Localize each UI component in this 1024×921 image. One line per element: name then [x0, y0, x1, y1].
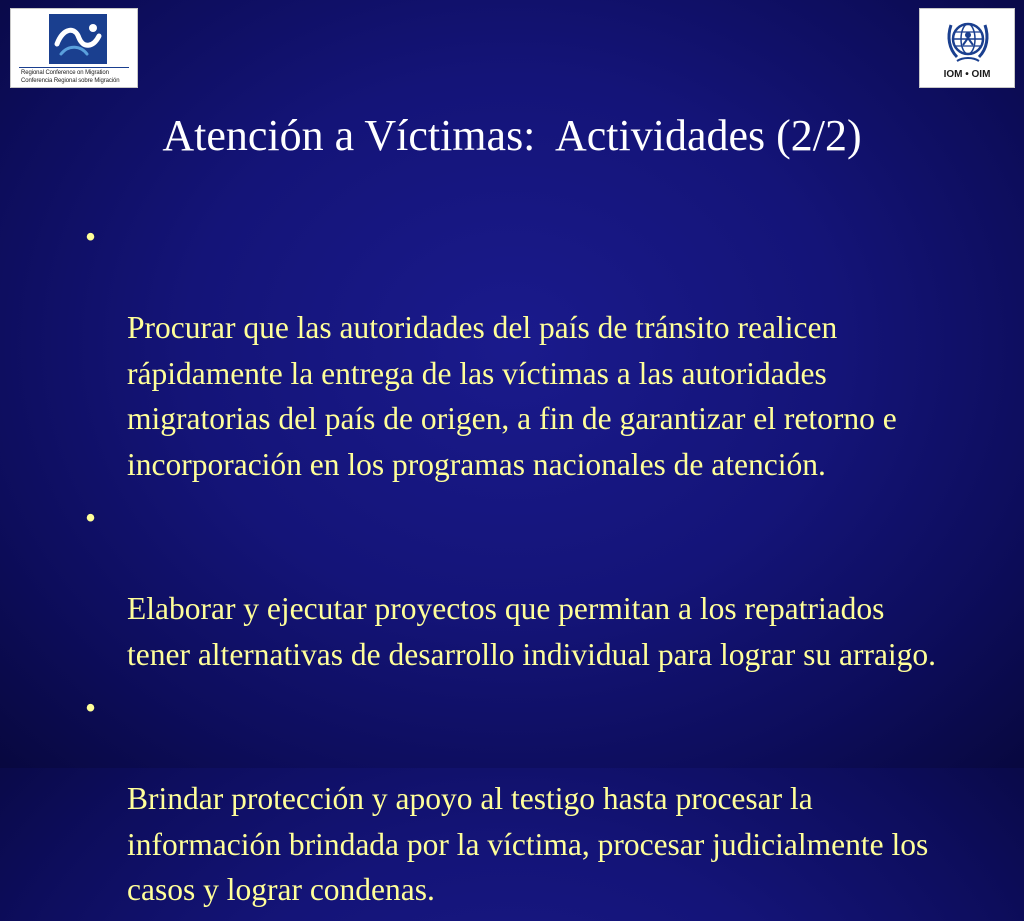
rcm-emblem-icon	[49, 14, 107, 64]
iom-globe-icon	[945, 15, 991, 65]
rcm-divider	[19, 67, 129, 68]
iom-logo	[919, 8, 1015, 88]
iom-label: IOM • OIM	[943, 69, 991, 80]
bullet-item	[82, 214, 952, 487]
bullet-text: Procurar que las autoridades del país de tránsito realicen rápidamente la entrega de las víctimas a las autoridades migratorias del país de origen, a fin de garantizar el retorno e incorporación en los programas nacionales de atención.	[127, 310, 897, 482]
rcm-name-english: Regional Conference on Migration	[21, 70, 109, 76]
bullet-dot-icon: •	[85, 219, 97, 254]
bullet-text: Elaborar y ejecutar proyectos que permitan a los repatriados tener alternativas de desarrollo individual para lograr su arraigo.	[127, 591, 937, 672]
rcm-logo	[10, 8, 138, 88]
bullet-item	[82, 495, 952, 677]
slide-title: Atención a Víctimas: Actividades (2/2)	[162, 111, 862, 160]
bullet-dot-icon: •	[85, 500, 97, 535]
bullet-text: Brindar protección y apoyo al testigo hasta procesar la información brindada por la víctima, procesar judicialmente los casos y lograr condenas.	[127, 781, 929, 907]
bullet-dot-icon: •	[85, 690, 97, 725]
bullet-list	[82, 214, 952, 921]
rcm-name-spanish: Conferencia Regional sobre Migración	[21, 78, 120, 84]
bullet-item	[82, 685, 952, 913]
